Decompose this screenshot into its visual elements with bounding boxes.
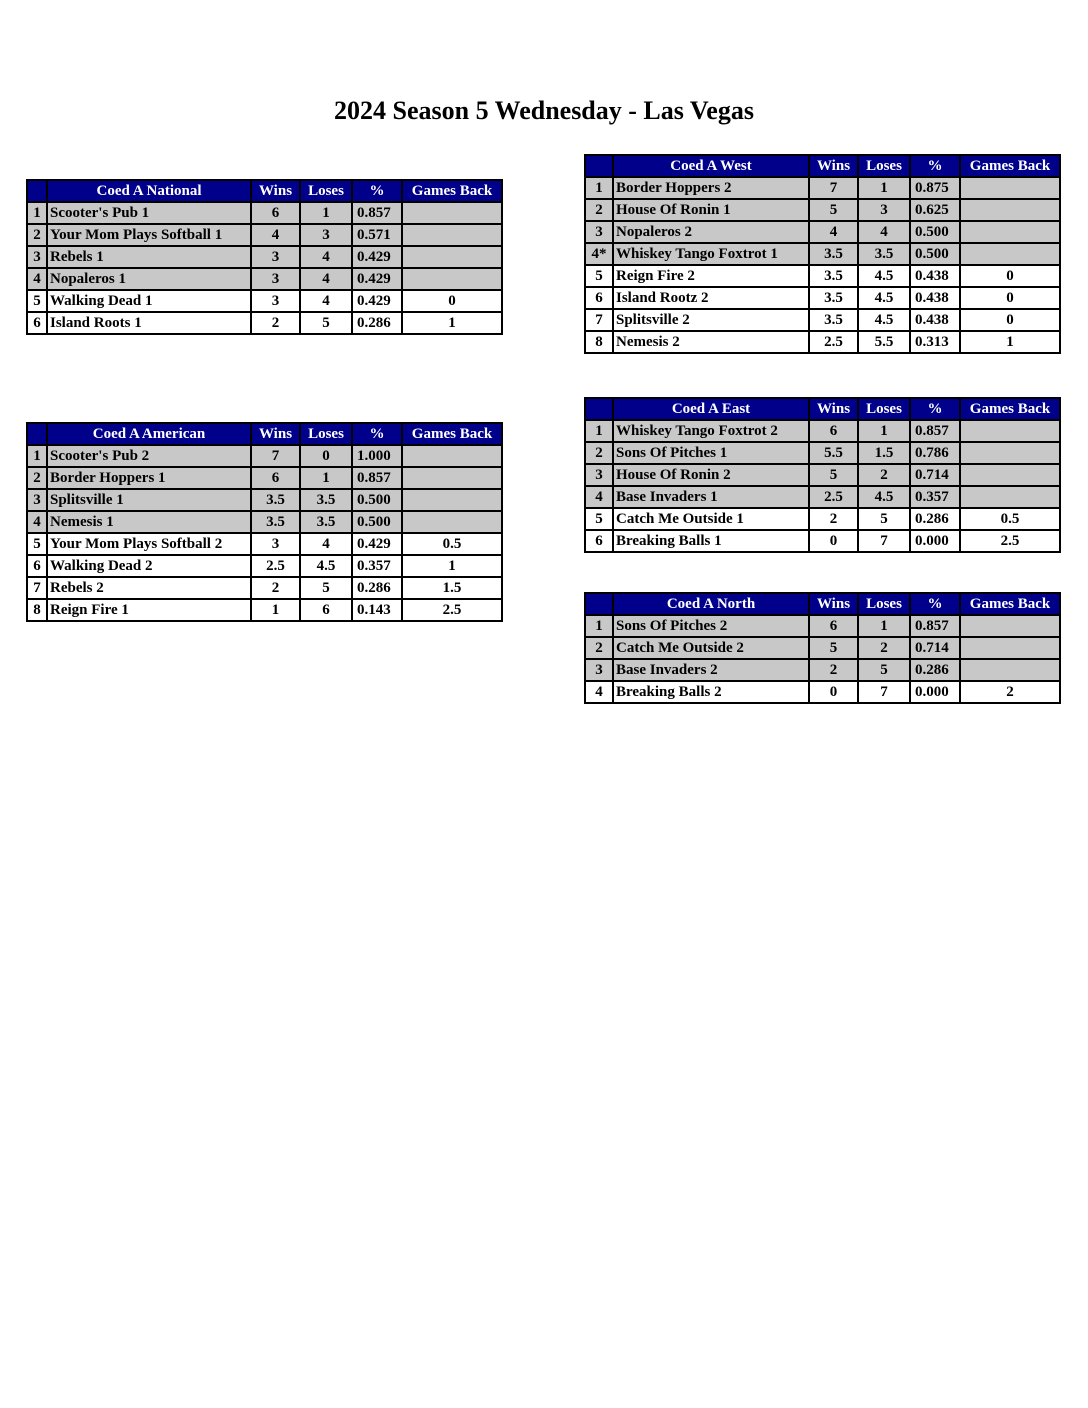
rank-cell: 6	[585, 530, 613, 552]
games-back-cell	[960, 221, 1060, 243]
games-back-cell	[960, 464, 1060, 486]
table-row	[585, 221, 1060, 243]
games-back-cell: 0	[402, 290, 502, 312]
rank-cell: 4	[585, 681, 613, 703]
loses-cell: 4	[858, 221, 910, 243]
pct-header: %	[910, 593, 960, 615]
rank-cell: 6	[27, 555, 47, 577]
wins-cell: 7	[809, 177, 858, 199]
team-name-cell: Whiskey Tango Foxtrot 2	[613, 420, 809, 442]
pct-cell: 0.286	[910, 659, 960, 681]
games-back-cell	[402, 511, 502, 533]
rank-cell: 2	[585, 637, 613, 659]
table-header-row	[585, 155, 1060, 177]
team-name-cell: Nemesis 2	[613, 331, 809, 353]
rank-cell: 2	[27, 467, 47, 489]
games-back-cell: 0	[960, 265, 1060, 287]
rank-cell: 4	[27, 511, 47, 533]
games-back-cell: 1.5	[402, 577, 502, 599]
pct-cell: 0.438	[910, 287, 960, 309]
games-back-cell: 1	[960, 331, 1060, 353]
rank-header	[27, 423, 47, 445]
loses-cell: 3.5	[300, 511, 352, 533]
games-back-cell	[402, 445, 502, 467]
table-row	[27, 555, 502, 577]
standings-table-east	[584, 397, 1061, 553]
wins-cell: 6	[251, 467, 300, 489]
table-row	[27, 599, 502, 621]
rank-header	[585, 593, 613, 615]
rank-cell: 1	[27, 202, 47, 224]
games-back-cell	[960, 243, 1060, 265]
loses-cell: 3.5	[858, 243, 910, 265]
rank-cell: 2	[585, 199, 613, 221]
loses-cell: 2	[858, 464, 910, 486]
pct-cell: 0.571	[352, 224, 402, 246]
loses-header: Loses	[858, 593, 910, 615]
team-name-cell: Base Invaders 2	[613, 659, 809, 681]
pct-cell: 0.357	[910, 486, 960, 508]
pct-cell: 0.625	[910, 199, 960, 221]
loses-cell: 0	[300, 445, 352, 467]
wins-cell: 2	[809, 659, 858, 681]
table-row	[585, 637, 1060, 659]
games-back-cell	[402, 489, 502, 511]
table-header-row	[585, 593, 1060, 615]
team-name-cell: Walking Dead 1	[47, 290, 251, 312]
wins-cell: 6	[809, 420, 858, 442]
pct-cell: 0.500	[910, 221, 960, 243]
rank-cell: 6	[27, 312, 47, 334]
games-back-cell	[402, 268, 502, 290]
rank-cell: 3	[27, 489, 47, 511]
team-name-cell: Rebels 2	[47, 577, 251, 599]
wins-cell: 3.5	[809, 287, 858, 309]
wins-cell: 3.5	[809, 309, 858, 331]
wins-cell: 3.5	[809, 243, 858, 265]
standings-table-american	[26, 422, 503, 622]
table-row	[27, 312, 502, 334]
games-back-cell: 0.5	[402, 533, 502, 555]
team-name-cell: House Of Ronin 2	[613, 464, 809, 486]
pct-cell: 0.857	[910, 420, 960, 442]
games-back-cell: 0.5	[960, 508, 1060, 530]
table-row	[585, 615, 1060, 637]
team-name-cell: Border Hoppers 2	[613, 177, 809, 199]
team-name-cell: Whiskey Tango Foxtrot 1	[613, 243, 809, 265]
rank-cell: 5	[585, 508, 613, 530]
team-name-cell: Nopaleros 1	[47, 268, 251, 290]
loses-cell: 7	[858, 530, 910, 552]
table-row	[585, 420, 1060, 442]
pct-cell: 0.429	[352, 246, 402, 268]
team-name-cell: Island Roots 1	[47, 312, 251, 334]
rank-cell: 1	[585, 420, 613, 442]
rank-cell: 3	[585, 464, 613, 486]
games-back-cell: 1	[402, 312, 502, 334]
wins-header: Wins	[251, 180, 300, 202]
games-back-cell: 2.5	[402, 599, 502, 621]
pct-cell: 0.357	[352, 555, 402, 577]
rank-cell: 8	[27, 599, 47, 621]
pct-cell: 0.786	[910, 442, 960, 464]
team-name-cell: Your Mom Plays Softball 2	[47, 533, 251, 555]
pct-cell: 0.438	[910, 309, 960, 331]
games-back-cell	[960, 659, 1060, 681]
division-name: Coed A American	[47, 423, 251, 445]
table-row	[27, 577, 502, 599]
games-back-cell: 2.5	[960, 530, 1060, 552]
wins-header: Wins	[809, 155, 858, 177]
division-name: Coed A National	[47, 180, 251, 202]
table-header-row	[27, 180, 502, 202]
table-row	[27, 445, 502, 467]
wins-cell: 4	[251, 224, 300, 246]
games-back-cell	[402, 246, 502, 268]
wins-cell: 3.5	[251, 511, 300, 533]
table-row	[585, 287, 1060, 309]
table-row	[27, 533, 502, 555]
games-back-header: Games Back	[402, 180, 502, 202]
pct-cell: 0.438	[910, 265, 960, 287]
games-back-cell: 0	[960, 309, 1060, 331]
team-name-cell: Splitsville 2	[613, 309, 809, 331]
team-name-cell: Scooter's Pub 2	[47, 445, 251, 467]
loses-cell: 1.5	[858, 442, 910, 464]
team-name-cell: Breaking Balls 2	[613, 681, 809, 703]
table-row	[585, 199, 1060, 221]
loses-header: Loses	[858, 398, 910, 420]
pct-header: %	[910, 155, 960, 177]
loses-cell: 4.5	[858, 287, 910, 309]
rank-cell: 3	[27, 246, 47, 268]
team-name-cell: Nemesis 1	[47, 511, 251, 533]
loses-cell: 4.5	[858, 265, 910, 287]
table-row	[585, 309, 1060, 331]
wins-cell: 0	[809, 681, 858, 703]
loses-cell: 4	[300, 533, 352, 555]
wins-cell: 5	[809, 464, 858, 486]
pct-header: %	[352, 180, 402, 202]
page-title: 2024 Season 5 Wednesday - Las Vegas	[334, 96, 754, 125]
division-name: Coed A East	[613, 398, 809, 420]
team-name-cell: Breaking Balls 1	[613, 530, 809, 552]
rank-cell: 2	[585, 442, 613, 464]
pct-cell: 0.857	[352, 202, 402, 224]
team-name-cell: Scooter's Pub 1	[47, 202, 251, 224]
team-name-cell: Sons Of Pitches 1	[613, 442, 809, 464]
team-name-cell: Walking Dead 2	[47, 555, 251, 577]
pct-cell: 0.857	[352, 467, 402, 489]
loses-cell: 7	[858, 681, 910, 703]
rank-cell: 6	[585, 287, 613, 309]
loses-cell: 4.5	[300, 555, 352, 577]
table-row	[585, 442, 1060, 464]
pct-cell: 0.313	[910, 331, 960, 353]
wins-cell: 2	[809, 508, 858, 530]
pct-cell: 0.286	[910, 508, 960, 530]
table-row	[585, 486, 1060, 508]
rank-cell: 2	[27, 224, 47, 246]
table-row	[585, 530, 1060, 552]
table-row	[27, 224, 502, 246]
games-back-header: Games Back	[402, 423, 502, 445]
rank-cell: 7	[585, 309, 613, 331]
team-name-cell: Border Hoppers 1	[47, 467, 251, 489]
games-back-cell	[960, 615, 1060, 637]
wins-cell: 2.5	[809, 486, 858, 508]
wins-cell: 6	[251, 202, 300, 224]
games-back-cell	[960, 420, 1060, 442]
loses-cell: 1	[858, 420, 910, 442]
loses-cell: 5.5	[858, 331, 910, 353]
table-row	[27, 467, 502, 489]
pct-cell: 0.429	[352, 268, 402, 290]
loses-cell: 4.5	[858, 309, 910, 331]
rank-cell: 4	[27, 268, 47, 290]
table-row	[27, 246, 502, 268]
team-name-cell: Catch Me Outside 1	[613, 508, 809, 530]
rank-cell: 3	[585, 659, 613, 681]
rank-cell: 1	[585, 615, 613, 637]
loses-cell: 3.5	[300, 489, 352, 511]
loses-cell: 1	[300, 467, 352, 489]
games-back-cell	[402, 224, 502, 246]
games-back-cell	[960, 442, 1060, 464]
pct-cell: 0.714	[910, 464, 960, 486]
rank-cell: 1	[585, 177, 613, 199]
rank-cell: 3	[585, 221, 613, 243]
pct-header: %	[910, 398, 960, 420]
wins-cell: 5	[809, 199, 858, 221]
team-name-cell: Reign Fire 1	[47, 599, 251, 621]
pct-cell: 0.875	[910, 177, 960, 199]
pct-cell: 0.500	[910, 243, 960, 265]
wins-header: Wins	[809, 398, 858, 420]
table-row	[27, 489, 502, 511]
table-row	[585, 464, 1060, 486]
wins-cell: 6	[809, 615, 858, 637]
loses-cell: 1	[858, 615, 910, 637]
table-row	[585, 508, 1060, 530]
pct-cell: 0.429	[352, 533, 402, 555]
table-row	[27, 202, 502, 224]
games-back-header: Games Back	[960, 593, 1060, 615]
loses-header: Loses	[300, 423, 352, 445]
pct-cell: 0.286	[352, 577, 402, 599]
loses-cell: 1	[300, 202, 352, 224]
wins-header: Wins	[251, 423, 300, 445]
table-header-row	[585, 398, 1060, 420]
wins-cell: 3	[251, 533, 300, 555]
rank-cell: 5	[585, 265, 613, 287]
table-row	[585, 177, 1060, 199]
pct-cell: 0.500	[352, 511, 402, 533]
wins-cell: 3.5	[251, 489, 300, 511]
loses-cell: 5	[858, 508, 910, 530]
team-name-cell: Reign Fire 2	[613, 265, 809, 287]
wins-cell: 2	[251, 577, 300, 599]
wins-header: Wins	[809, 593, 858, 615]
division-name: Coed A West	[613, 155, 809, 177]
rank-header	[27, 180, 47, 202]
table-row	[585, 265, 1060, 287]
table-row	[585, 681, 1060, 703]
standings-table-national	[26, 179, 503, 335]
games-back-cell: 2	[960, 681, 1060, 703]
table-row	[27, 268, 502, 290]
rank-cell: 5	[27, 533, 47, 555]
games-back-header: Games Back	[960, 398, 1060, 420]
table-row	[585, 331, 1060, 353]
wins-cell: 5	[809, 637, 858, 659]
games-back-cell: 0	[960, 287, 1060, 309]
pct-cell: 0.286	[352, 312, 402, 334]
team-name-cell: Rebels 1	[47, 246, 251, 268]
wins-cell: 2	[251, 312, 300, 334]
pct-cell: 0.429	[352, 290, 402, 312]
loses-cell: 4	[300, 246, 352, 268]
games-back-cell	[960, 199, 1060, 221]
pct-cell: 0.714	[910, 637, 960, 659]
team-name-cell: Your Mom Plays Softball 1	[47, 224, 251, 246]
standings-table-north	[584, 592, 1061, 704]
loses-header: Loses	[300, 180, 352, 202]
rank-header	[585, 398, 613, 420]
pct-cell: 0.500	[352, 489, 402, 511]
games-back-cell	[402, 467, 502, 489]
wins-cell: 3	[251, 246, 300, 268]
games-back-cell: 1	[402, 555, 502, 577]
loses-cell: 4	[300, 268, 352, 290]
wins-cell: 7	[251, 445, 300, 467]
division-name: Coed A North	[613, 593, 809, 615]
wins-cell: 1	[251, 599, 300, 621]
loses-cell: 5	[300, 577, 352, 599]
wins-cell: 3	[251, 268, 300, 290]
games-back-cell	[402, 202, 502, 224]
wins-cell: 2.5	[809, 331, 858, 353]
rank-cell: 4*	[585, 243, 613, 265]
loses-cell: 3	[300, 224, 352, 246]
table-header-row	[27, 423, 502, 445]
wins-cell: 2.5	[251, 555, 300, 577]
table-row	[27, 511, 502, 533]
rank-cell: 5	[27, 290, 47, 312]
team-name-cell: Island Rootz 2	[613, 287, 809, 309]
loses-cell: 2	[858, 637, 910, 659]
pct-cell: 0.000	[910, 681, 960, 703]
wins-cell: 0	[809, 530, 858, 552]
loses-cell: 6	[300, 599, 352, 621]
pct-cell: 1.000	[352, 445, 402, 467]
wins-cell: 3.5	[809, 265, 858, 287]
loses-cell: 4.5	[858, 486, 910, 508]
loses-cell: 5	[300, 312, 352, 334]
standings-table-west	[584, 154, 1061, 354]
wins-cell: 3	[251, 290, 300, 312]
table-row	[585, 659, 1060, 681]
games-back-cell	[960, 177, 1060, 199]
rank-cell: 7	[27, 577, 47, 599]
loses-cell: 4	[300, 290, 352, 312]
pct-cell: 0.000	[910, 530, 960, 552]
loses-header: Loses	[858, 155, 910, 177]
pct-cell: 0.857	[910, 615, 960, 637]
games-back-header: Games Back	[960, 155, 1060, 177]
pct-header: %	[352, 423, 402, 445]
team-name-cell: House Of Ronin 1	[613, 199, 809, 221]
games-back-cell	[960, 486, 1060, 508]
rank-cell: 8	[585, 331, 613, 353]
table-row	[585, 243, 1060, 265]
team-name-cell: Catch Me Outside 2	[613, 637, 809, 659]
team-name-cell: Splitsville 1	[47, 489, 251, 511]
table-row	[27, 290, 502, 312]
loses-cell: 5	[858, 659, 910, 681]
games-back-cell	[960, 637, 1060, 659]
wins-cell: 4	[809, 221, 858, 243]
rank-header	[585, 155, 613, 177]
wins-cell: 5.5	[809, 442, 858, 464]
pct-cell: 0.143	[352, 599, 402, 621]
rank-cell: 4	[585, 486, 613, 508]
team-name-cell: Nopaleros 2	[613, 221, 809, 243]
team-name-cell: Base Invaders 1	[613, 486, 809, 508]
loses-cell: 3	[858, 199, 910, 221]
team-name-cell: Sons Of Pitches 2	[613, 615, 809, 637]
loses-cell: 1	[858, 177, 910, 199]
rank-cell: 1	[27, 445, 47, 467]
